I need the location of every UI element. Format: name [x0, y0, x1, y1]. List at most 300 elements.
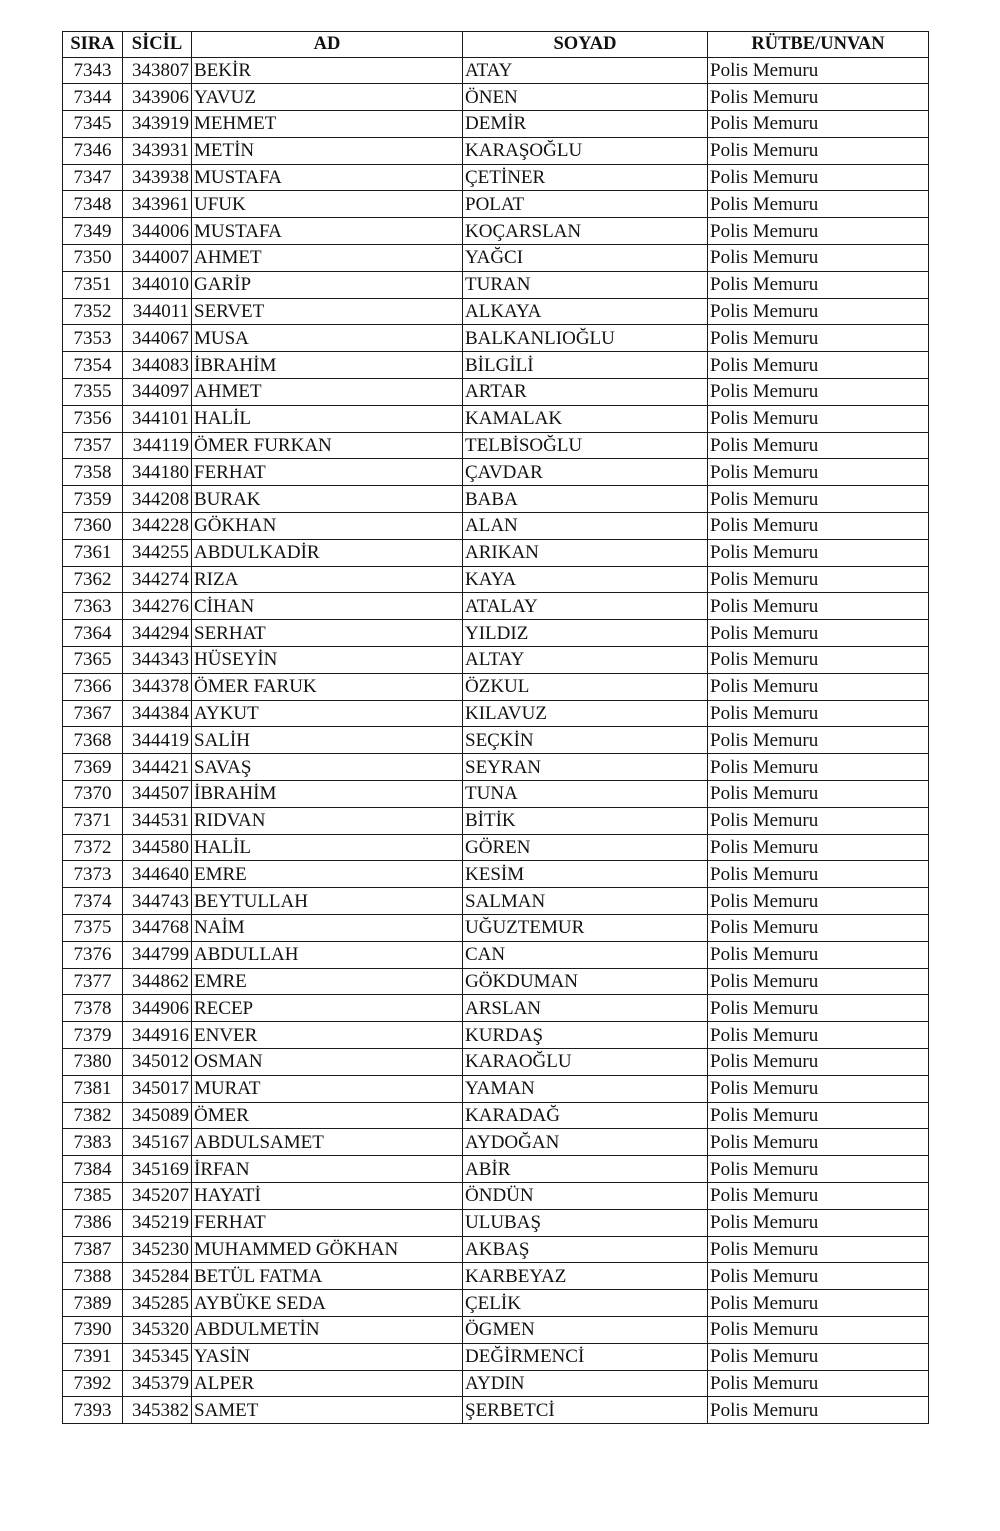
- cell-sicil: 344007: [123, 245, 192, 272]
- cell-rutbe-unvan: Polis Memuru: [708, 164, 929, 191]
- cell-sira: 7376: [63, 941, 123, 968]
- table-row: [63, 968, 929, 995]
- table-row: [63, 1156, 929, 1183]
- cell-sicil: 344067: [123, 325, 192, 352]
- table-row: [63, 915, 929, 942]
- cell-soyad: KARAŞOĞLU: [463, 137, 708, 164]
- cell-ad: ABDULKADİR: [192, 539, 463, 566]
- cell-sira: 7369: [63, 754, 123, 781]
- cell-rutbe-unvan: Polis Memuru: [708, 566, 929, 593]
- table-row: [63, 727, 929, 754]
- cell-ad: YASİN: [192, 1343, 463, 1370]
- cell-soyad: ALKAYA: [463, 298, 708, 325]
- table-row: [63, 781, 929, 808]
- cell-sicil: 344097: [123, 379, 192, 406]
- cell-soyad: GÖREN: [463, 834, 708, 861]
- table-row: [63, 57, 929, 84]
- cell-sicil: 344011: [123, 298, 192, 325]
- cell-rutbe-unvan: Polis Memuru: [708, 432, 929, 459]
- cell-sicil: 344006: [123, 218, 192, 245]
- cell-sicil: 343931: [123, 137, 192, 164]
- cell-ad: SAMET: [192, 1397, 463, 1424]
- cell-sira: 7384: [63, 1156, 123, 1183]
- cell-sira: 7393: [63, 1397, 123, 1424]
- table-row: [63, 111, 929, 138]
- cell-rutbe-unvan: Polis Memuru: [708, 915, 929, 942]
- cell-soyad: TUNA: [463, 781, 708, 808]
- cell-soyad: YAĞCI: [463, 245, 708, 272]
- cell-sira: 7365: [63, 647, 123, 674]
- table-row: [63, 1075, 929, 1102]
- cell-ad: METİN: [192, 137, 463, 164]
- cell-ad: MUHAMMED GÖKHAN: [192, 1236, 463, 1263]
- cell-soyad: ARSLAN: [463, 995, 708, 1022]
- cell-soyad: SEÇKİN: [463, 727, 708, 754]
- cell-ad: HALİL: [192, 405, 463, 432]
- cell-soyad: ÇAVDAR: [463, 459, 708, 486]
- cell-sicil: 344768: [123, 915, 192, 942]
- cell-rutbe-unvan: Polis Memuru: [708, 968, 929, 995]
- cell-sicil: 345219: [123, 1209, 192, 1236]
- cell-ad: ENVER: [192, 1022, 463, 1049]
- cell-sira: 7381: [63, 1075, 123, 1102]
- cell-sira: 7380: [63, 1048, 123, 1075]
- cell-rutbe-unvan: Polis Memuru: [708, 647, 929, 674]
- cell-sira: 7379: [63, 1022, 123, 1049]
- cell-soyad: ATAY: [463, 57, 708, 84]
- cell-sicil: 345207: [123, 1182, 192, 1209]
- table-row: [63, 459, 929, 486]
- cell-ad: UFUK: [192, 191, 463, 218]
- table-row: [63, 566, 929, 593]
- cell-rutbe-unvan: Polis Memuru: [708, 593, 929, 620]
- cell-sicil: 345345: [123, 1343, 192, 1370]
- cell-sira: 7361: [63, 539, 123, 566]
- cell-ad: MUSA: [192, 325, 463, 352]
- cell-sira: 7371: [63, 807, 123, 834]
- table-row: [63, 1048, 929, 1075]
- cell-ad: BEKİR: [192, 57, 463, 84]
- cell-sicil: 344906: [123, 995, 192, 1022]
- cell-sira: 7346: [63, 137, 123, 164]
- cell-sira: 7354: [63, 352, 123, 379]
- table-row: [63, 700, 929, 727]
- cell-ad: CİHAN: [192, 593, 463, 620]
- table-row: [63, 218, 929, 245]
- cell-soyad: ŞERBETCİ: [463, 1397, 708, 1424]
- cell-sira: 7375: [63, 915, 123, 942]
- cell-sicil: 343807: [123, 57, 192, 84]
- cell-sira: 7344: [63, 84, 123, 111]
- cell-soyad: ÇETİNER: [463, 164, 708, 191]
- cell-ad: FERHAT: [192, 1209, 463, 1236]
- table-row: [63, 995, 929, 1022]
- cell-ad: FERHAT: [192, 459, 463, 486]
- cell-ad: HÜSEYİN: [192, 647, 463, 674]
- cell-soyad: KAYA: [463, 566, 708, 593]
- cell-sira: 7347: [63, 164, 123, 191]
- cell-sicil: 344010: [123, 271, 192, 298]
- cell-ad: NAİM: [192, 915, 463, 942]
- cell-sicil: 344208: [123, 486, 192, 513]
- cell-sira: 7389: [63, 1290, 123, 1317]
- table-body: [63, 57, 929, 1424]
- cell-rutbe-unvan: Polis Memuru: [708, 84, 929, 111]
- cell-rutbe-unvan: Polis Memuru: [708, 218, 929, 245]
- table-row: [63, 298, 929, 325]
- cell-ad: AHMET: [192, 379, 463, 406]
- cell-rutbe-unvan: Polis Memuru: [708, 459, 929, 486]
- cell-sira: 7352: [63, 298, 123, 325]
- cell-soyad: ALTAY: [463, 647, 708, 674]
- cell-soyad: ABİR: [463, 1156, 708, 1183]
- cell-sira: 7386: [63, 1209, 123, 1236]
- cell-sicil: 345284: [123, 1263, 192, 1290]
- table-row: [63, 620, 929, 647]
- table-row: [63, 941, 929, 968]
- cell-rutbe-unvan: Polis Memuru: [708, 298, 929, 325]
- cell-sira: 7351: [63, 271, 123, 298]
- table-row: [63, 1129, 929, 1156]
- cell-ad: GARİP: [192, 271, 463, 298]
- cell-ad: HAYATİ: [192, 1182, 463, 1209]
- cell-soyad: SEYRAN: [463, 754, 708, 781]
- cell-rutbe-unvan: Polis Memuru: [708, 1022, 929, 1049]
- cell-sicil: 343961: [123, 191, 192, 218]
- cell-sicil: 344580: [123, 834, 192, 861]
- cell-soyad: AKBAŞ: [463, 1236, 708, 1263]
- table-row: [63, 1370, 929, 1397]
- table-row: [63, 137, 929, 164]
- table-row: [63, 1102, 929, 1129]
- cell-rutbe-unvan: Polis Memuru: [708, 1290, 929, 1317]
- cell-ad: SERVET: [192, 298, 463, 325]
- table-row: [63, 673, 929, 700]
- cell-ad: ALPER: [192, 1370, 463, 1397]
- cell-sicil: 344531: [123, 807, 192, 834]
- table-row: [63, 164, 929, 191]
- cell-sira: 7372: [63, 834, 123, 861]
- cell-sicil: 344799: [123, 941, 192, 968]
- cell-ad: ÖMER: [192, 1102, 463, 1129]
- cell-sicil: 344862: [123, 968, 192, 995]
- table-row: [63, 1343, 929, 1370]
- table-row: [63, 325, 929, 352]
- cell-ad: İBRAHİM: [192, 352, 463, 379]
- cell-sicil: 344274: [123, 566, 192, 593]
- cell-sicil: 344101: [123, 405, 192, 432]
- cell-ad: RECEP: [192, 995, 463, 1022]
- cell-sira: 7368: [63, 727, 123, 754]
- cell-sira: 7353: [63, 325, 123, 352]
- table-row: [63, 647, 929, 674]
- cell-sicil: 345012: [123, 1048, 192, 1075]
- cell-ad: RIZA: [192, 566, 463, 593]
- cell-sira: 7392: [63, 1370, 123, 1397]
- header-sicil: SİCİL: [123, 32, 192, 58]
- cell-rutbe-unvan: Polis Memuru: [708, 271, 929, 298]
- cell-sicil: 345320: [123, 1316, 192, 1343]
- cell-ad: HALİL: [192, 834, 463, 861]
- cell-rutbe-unvan: Polis Memuru: [708, 1236, 929, 1263]
- cell-sicil: 344640: [123, 861, 192, 888]
- cell-sira: 7366: [63, 673, 123, 700]
- cell-sira: 7359: [63, 486, 123, 513]
- cell-ad: BURAK: [192, 486, 463, 513]
- cell-soyad: POLAT: [463, 191, 708, 218]
- cell-sira: 7363: [63, 593, 123, 620]
- table-row: [63, 486, 929, 513]
- cell-soyad: ÖNDÜN: [463, 1182, 708, 1209]
- personnel-table: [62, 31, 929, 1424]
- cell-sira: 7377: [63, 968, 123, 995]
- cell-soyad: ARIKAN: [463, 539, 708, 566]
- cell-ad: AYKUT: [192, 700, 463, 727]
- table-row: [63, 1236, 929, 1263]
- table-row: [63, 807, 929, 834]
- cell-sicil: 344180: [123, 459, 192, 486]
- cell-sicil: 345017: [123, 1075, 192, 1102]
- cell-rutbe-unvan: Polis Memuru: [708, 620, 929, 647]
- cell-sicil: 344743: [123, 888, 192, 915]
- table-row: [63, 432, 929, 459]
- cell-ad: MEHMET: [192, 111, 463, 138]
- cell-sira: 7348: [63, 191, 123, 218]
- table-row: [63, 1209, 929, 1236]
- cell-sicil: 345285: [123, 1290, 192, 1317]
- cell-ad: YAVUZ: [192, 84, 463, 111]
- table-row: [63, 834, 929, 861]
- cell-ad: OSMAN: [192, 1048, 463, 1075]
- cell-ad: RIDVAN: [192, 807, 463, 834]
- cell-sira: 7378: [63, 995, 123, 1022]
- cell-rutbe-unvan: Polis Memuru: [708, 754, 929, 781]
- cell-soyad: AYDOĞAN: [463, 1129, 708, 1156]
- cell-ad: ABDULSAMET: [192, 1129, 463, 1156]
- cell-rutbe-unvan: Polis Memuru: [708, 1316, 929, 1343]
- cell-rutbe-unvan: Polis Memuru: [708, 57, 929, 84]
- table-row: [63, 1022, 929, 1049]
- cell-soyad: KARAOĞLU: [463, 1048, 708, 1075]
- table-row: [63, 1263, 929, 1290]
- cell-sira: 7345: [63, 111, 123, 138]
- cell-rutbe-unvan: Polis Memuru: [708, 513, 929, 540]
- cell-sicil: 344916: [123, 1022, 192, 1049]
- cell-sicil: 344083: [123, 352, 192, 379]
- cell-rutbe-unvan: Polis Memuru: [708, 1343, 929, 1370]
- cell-rutbe-unvan: Polis Memuru: [708, 539, 929, 566]
- cell-soyad: ARTAR: [463, 379, 708, 406]
- cell-soyad: ÖNEN: [463, 84, 708, 111]
- cell-sira: 7383: [63, 1129, 123, 1156]
- table-row: [63, 888, 929, 915]
- cell-rutbe-unvan: Polis Memuru: [708, 727, 929, 754]
- cell-rutbe-unvan: Polis Memuru: [708, 191, 929, 218]
- cell-soyad: ÇELİK: [463, 1290, 708, 1317]
- cell-soyad: ATALAY: [463, 593, 708, 620]
- cell-soyad: CAN: [463, 941, 708, 968]
- cell-ad: SERHAT: [192, 620, 463, 647]
- cell-soyad: YAMAN: [463, 1075, 708, 1102]
- cell-rutbe-unvan: Polis Memuru: [708, 1370, 929, 1397]
- cell-sira: 7390: [63, 1316, 123, 1343]
- cell-rutbe-unvan: Polis Memuru: [708, 1102, 929, 1129]
- cell-sira: 7364: [63, 620, 123, 647]
- cell-sicil: 345382: [123, 1397, 192, 1424]
- cell-ad: AYBÜKE SEDA: [192, 1290, 463, 1317]
- cell-sira: 7343: [63, 57, 123, 84]
- cell-ad: İBRAHİM: [192, 781, 463, 808]
- cell-rutbe-unvan: Polis Memuru: [708, 486, 929, 513]
- table-header-row: [63, 32, 929, 58]
- cell-soyad: BABA: [463, 486, 708, 513]
- header-ad: AD: [192, 32, 463, 58]
- cell-soyad: SALMAN: [463, 888, 708, 915]
- cell-ad: ABDULMETİN: [192, 1316, 463, 1343]
- cell-sicil: 345167: [123, 1129, 192, 1156]
- cell-soyad: KOÇARSLAN: [463, 218, 708, 245]
- cell-soyad: BİLGİLİ: [463, 352, 708, 379]
- cell-soyad: GÖKDUMAN: [463, 968, 708, 995]
- cell-soyad: KARBEYAZ: [463, 1263, 708, 1290]
- cell-sira: 7388: [63, 1263, 123, 1290]
- cell-sicil: 344384: [123, 700, 192, 727]
- cell-ad: BEYTULLAH: [192, 888, 463, 915]
- cell-sicil: 345379: [123, 1370, 192, 1397]
- cell-sira: 7357: [63, 432, 123, 459]
- cell-ad: ÖMER FURKAN: [192, 432, 463, 459]
- cell-rutbe-unvan: Polis Memuru: [708, 1048, 929, 1075]
- cell-rutbe-unvan: Polis Memuru: [708, 405, 929, 432]
- cell-rutbe-unvan: Polis Memuru: [708, 1182, 929, 1209]
- cell-rutbe-unvan: Polis Memuru: [708, 807, 929, 834]
- cell-ad: GÖKHAN: [192, 513, 463, 540]
- table-row: [63, 513, 929, 540]
- cell-ad: MUSTAFA: [192, 164, 463, 191]
- cell-rutbe-unvan: Polis Memuru: [708, 941, 929, 968]
- cell-sicil: 344228: [123, 513, 192, 540]
- cell-rutbe-unvan: Polis Memuru: [708, 1209, 929, 1236]
- cell-sicil: 344276: [123, 593, 192, 620]
- cell-ad: ABDULLAH: [192, 941, 463, 968]
- table-row: [63, 352, 929, 379]
- cell-sira: 7387: [63, 1236, 123, 1263]
- cell-sicil: 345169: [123, 1156, 192, 1183]
- cell-rutbe-unvan: Polis Memuru: [708, 137, 929, 164]
- cell-sicil: 343919: [123, 111, 192, 138]
- cell-sira: 7370: [63, 781, 123, 808]
- cell-soyad: KARADAĞ: [463, 1102, 708, 1129]
- cell-rutbe-unvan: Polis Memuru: [708, 700, 929, 727]
- cell-ad: MURAT: [192, 1075, 463, 1102]
- table-row: [63, 379, 929, 406]
- cell-sicil: 344343: [123, 647, 192, 674]
- table-row: [63, 271, 929, 298]
- cell-ad: İRFAN: [192, 1156, 463, 1183]
- cell-rutbe-unvan: Polis Memuru: [708, 245, 929, 272]
- cell-sicil: 344507: [123, 781, 192, 808]
- cell-sicil: 344255: [123, 539, 192, 566]
- cell-sira: 7382: [63, 1102, 123, 1129]
- cell-rutbe-unvan: Polis Memuru: [708, 1263, 929, 1290]
- cell-soyad: KURDAŞ: [463, 1022, 708, 1049]
- cell-sicil: 343938: [123, 164, 192, 191]
- cell-sicil: 343906: [123, 84, 192, 111]
- cell-soyad: BALKANLIOĞLU: [463, 325, 708, 352]
- cell-sira: 7358: [63, 459, 123, 486]
- cell-rutbe-unvan: Polis Memuru: [708, 1075, 929, 1102]
- cell-soyad: UĞUZTEMUR: [463, 915, 708, 942]
- cell-rutbe-unvan: Polis Memuru: [708, 352, 929, 379]
- cell-sira: 7362: [63, 566, 123, 593]
- cell-sicil: 344378: [123, 673, 192, 700]
- cell-rutbe-unvan: Polis Memuru: [708, 379, 929, 406]
- cell-sira: 7367: [63, 700, 123, 727]
- cell-sira: 7373: [63, 861, 123, 888]
- cell-ad: SALİH: [192, 727, 463, 754]
- table-row: [63, 84, 929, 111]
- table-row: [63, 754, 929, 781]
- table-row: [63, 1397, 929, 1424]
- cell-rutbe-unvan: Polis Memuru: [708, 673, 929, 700]
- cell-sira: 7374: [63, 888, 123, 915]
- cell-ad: EMRE: [192, 861, 463, 888]
- cell-sira: 7349: [63, 218, 123, 245]
- cell-soyad: DEMİR: [463, 111, 708, 138]
- table-row: [63, 405, 929, 432]
- header-rutbe-unvan: RÜTBE/UNVAN: [708, 32, 929, 58]
- cell-rutbe-unvan: Polis Memuru: [708, 111, 929, 138]
- cell-soyad: ÖZKUL: [463, 673, 708, 700]
- cell-sicil: 345230: [123, 1236, 192, 1263]
- table-row: [63, 1182, 929, 1209]
- cell-soyad: YILDIZ: [463, 620, 708, 647]
- table-row: [63, 245, 929, 272]
- cell-rutbe-unvan: Polis Memuru: [708, 1397, 929, 1424]
- header-soyad: SOYAD: [463, 32, 708, 58]
- cell-soyad: ÖGMEN: [463, 1316, 708, 1343]
- cell-soyad: TURAN: [463, 271, 708, 298]
- cell-sira: 7356: [63, 405, 123, 432]
- cell-rutbe-unvan: Polis Memuru: [708, 995, 929, 1022]
- cell-rutbe-unvan: Polis Memuru: [708, 781, 929, 808]
- cell-rutbe-unvan: Polis Memuru: [708, 888, 929, 915]
- cell-sicil: 345089: [123, 1102, 192, 1129]
- cell-rutbe-unvan: Polis Memuru: [708, 1129, 929, 1156]
- cell-ad: SAVAŞ: [192, 754, 463, 781]
- cell-soyad: DEĞİRMENCİ: [463, 1343, 708, 1370]
- cell-ad: MUSTAFA: [192, 218, 463, 245]
- table-row: [63, 593, 929, 620]
- cell-soyad: ALAN: [463, 513, 708, 540]
- table-row: [63, 1316, 929, 1343]
- table-row: [63, 1290, 929, 1317]
- cell-sira: 7355: [63, 379, 123, 406]
- header-sira: SIRA: [63, 32, 123, 58]
- cell-soyad: ULUBAŞ: [463, 1209, 708, 1236]
- cell-soyad: AYDIN: [463, 1370, 708, 1397]
- cell-soyad: BİTİK: [463, 807, 708, 834]
- cell-sira: 7360: [63, 513, 123, 540]
- cell-sicil: 344421: [123, 754, 192, 781]
- cell-ad: ÖMER FARUK: [192, 673, 463, 700]
- cell-soyad: KILAVUZ: [463, 700, 708, 727]
- cell-soyad: KESİM: [463, 861, 708, 888]
- cell-sicil: 344419: [123, 727, 192, 754]
- cell-sira: 7350: [63, 245, 123, 272]
- cell-sira: 7385: [63, 1182, 123, 1209]
- cell-sicil: 344119: [123, 432, 192, 459]
